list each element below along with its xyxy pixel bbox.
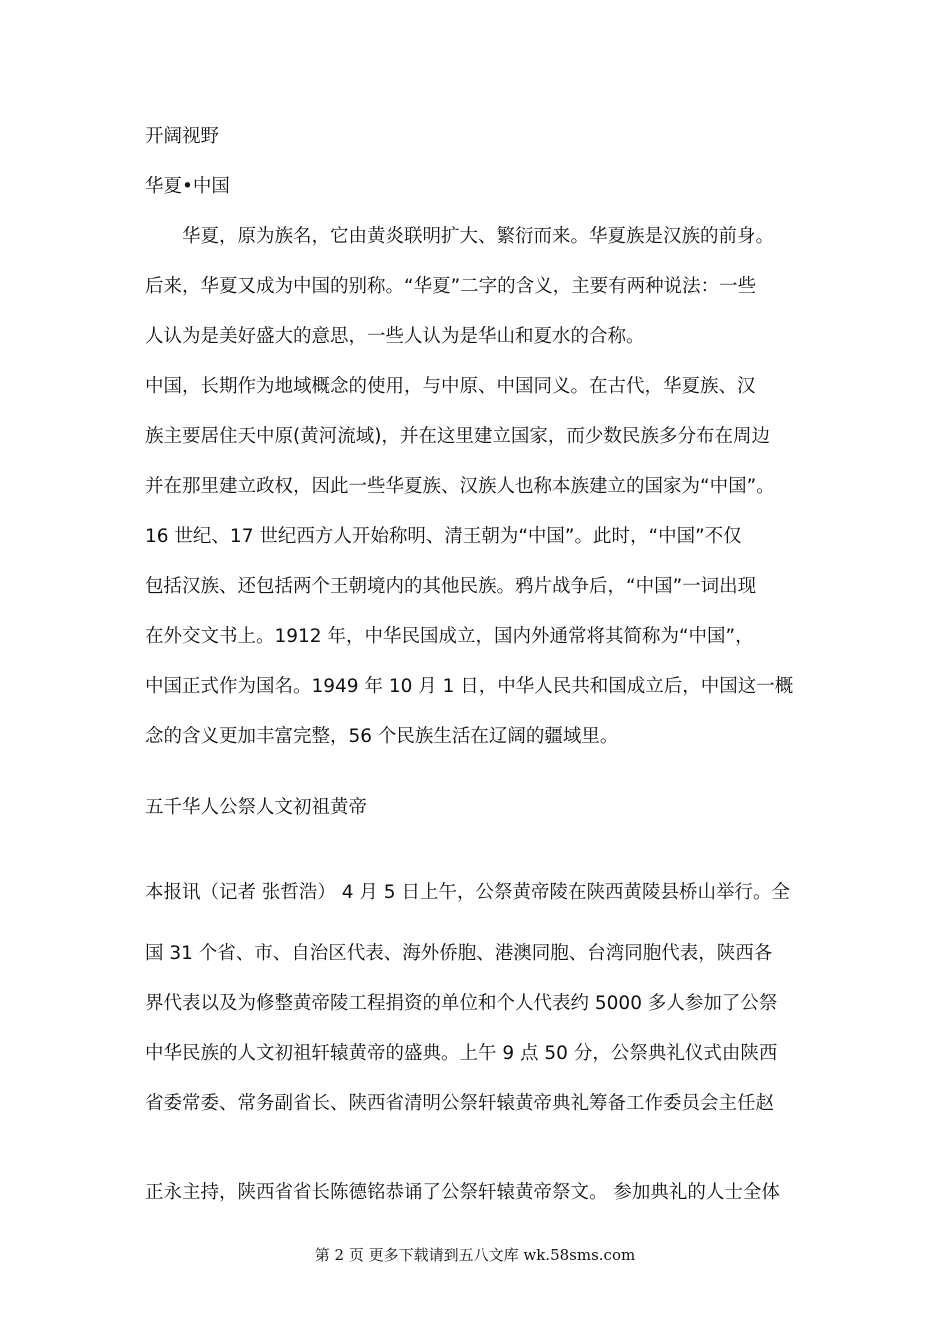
paragraph-line: 16 世纪、17 世纪西方人开始称明、清王朝为“中国”。此时，“中国”不仅 xyxy=(145,526,742,547)
paragraph-line: 并在那里建立政权，因此一些华夏族、汉族人也称本族建立的国家为“中国”。 xyxy=(145,476,775,497)
article-line: 界代表以及为修整黄帝陵工程捐资的单位和个人代表约 5000 多人参加了公祭 xyxy=(145,993,778,1014)
article-line: 中华民族的人文初祖轩辕黄帝的盛典。上午 9 点 50 分，公祭典礼仪式由陕西 xyxy=(145,1043,778,1064)
paragraph-line: 人认为是美好盛大的意思，一些人认为是华山和夏水的合称。 xyxy=(145,326,645,347)
paragraph-line: 后来，华夏又成为中国的别称。“华夏”二字的含义，主要有两种说法：一些 xyxy=(145,276,757,297)
paragraph-line: 在外交文书上。1912 年，中华民国成立，国内外通常将其简称为“中国”， xyxy=(145,626,754,647)
page-footer: 第 2 页 更多下载请到五八文库 wk.58sms.com xyxy=(314,1246,636,1264)
paragraph-line: 华夏，原为族名，它由黄炎联明扩大、繁衍而来。华夏族是汉族的前身。 xyxy=(145,226,775,247)
heading: 开阔视野 xyxy=(145,126,220,147)
article-line: 正永主持，陕西省省长陈德铭恭诵了公祭轩辕黄帝祭文。 参加典礼的人士全体 xyxy=(145,1182,780,1203)
subheading: 华夏•中国 xyxy=(145,176,230,197)
paragraph-line: 族主要居住天中原(黄河流域)，并在这里建立国家，而少数民族多分布在周边 xyxy=(145,426,770,447)
article-line: 本报讯（记者 张哲浩） 4 月 5 日上午，公祭黄帝陵在陕西黄陵县桥山举行。全 xyxy=(145,882,790,903)
paragraph-line: 念的含义更加丰富完整，56 个民族生活在辽阔的疆域里。 xyxy=(145,726,619,747)
article-line: 国 31 个省、市、自治区代表、海外侨胞、港澳同胞、台湾同胞代表，陕西各 xyxy=(145,943,773,964)
paragraph-line: 包括汉族、还包括两个王朝境内的其他民族。鸦片战争后，“中国”一词出现 xyxy=(145,576,757,597)
article-line: 省委常委、常务副省长、陕西省清明公祭轩辕黄帝典礼筹备工作委员会主任赵 xyxy=(145,1093,775,1114)
paragraph-line: 中国正式作为国名。1949 年 10 月 1 日，中华人民共和国成立后，中国这一概 xyxy=(145,676,794,697)
article-title: 五千华人公祭人文初祖黄帝 xyxy=(145,797,368,818)
paragraph-line: 中国，长期作为地域概念的使用，与中原、中国同义。在古代，华夏族、汉 xyxy=(145,376,756,397)
